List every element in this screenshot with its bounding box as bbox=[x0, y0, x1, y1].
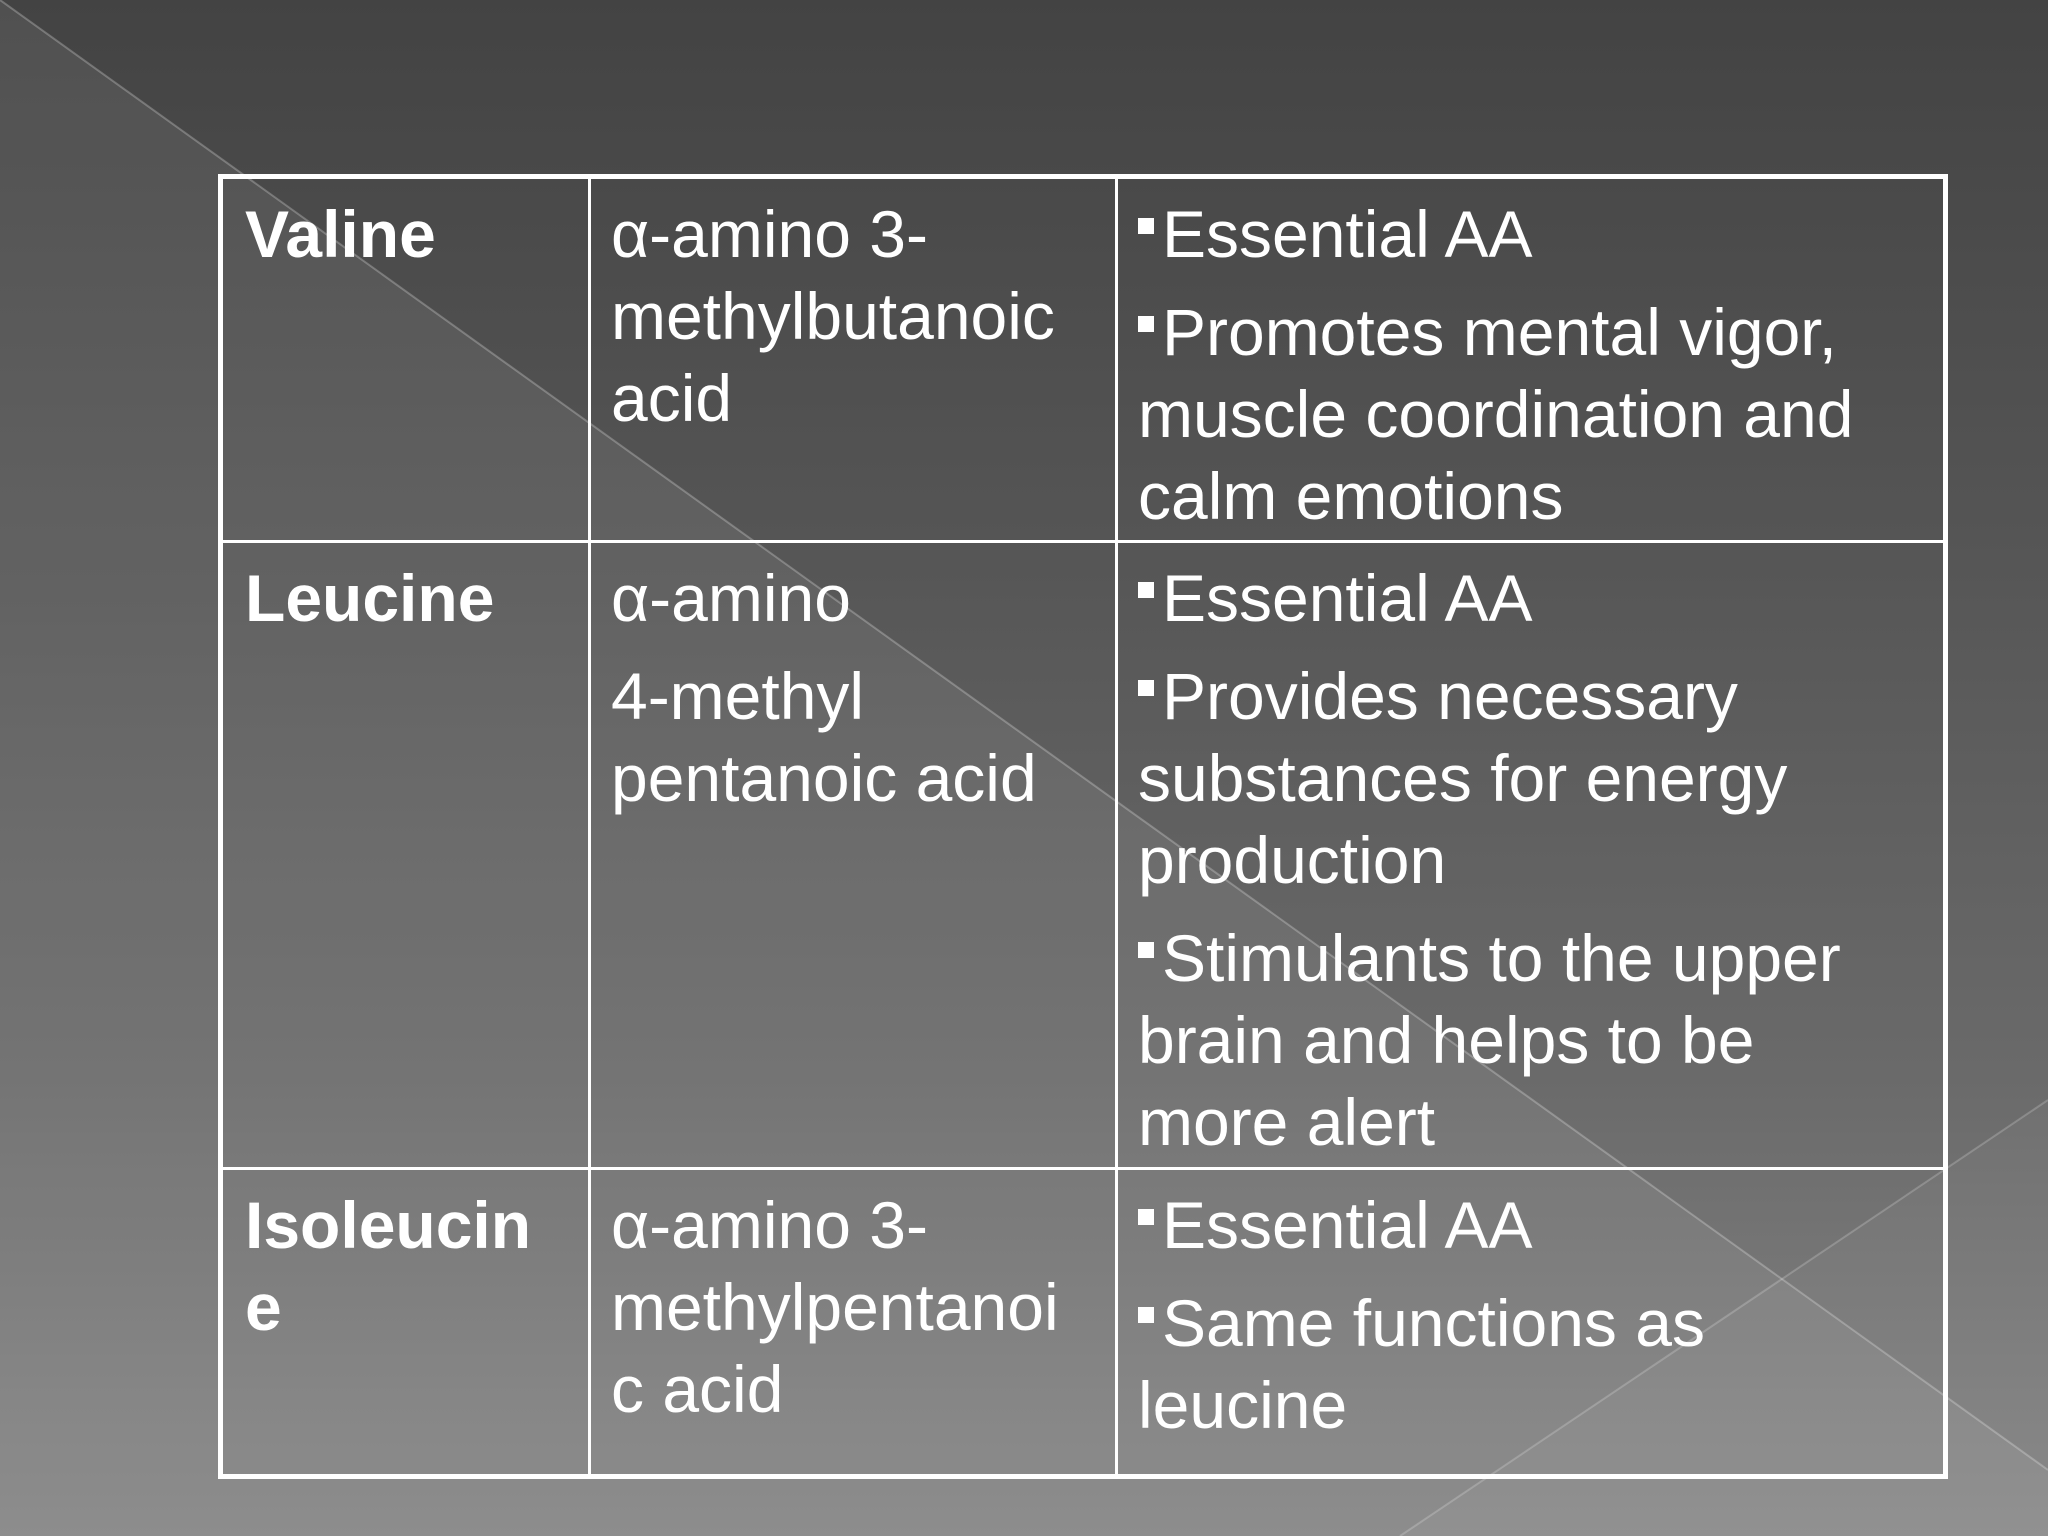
iupac-name-line: 4-methyl bbox=[611, 659, 865, 733]
property-text: Provides necessary bbox=[1162, 659, 1738, 733]
square-bullet-icon bbox=[1138, 680, 1154, 696]
square-bullet-icon bbox=[1138, 942, 1154, 958]
amino-acid-name-cell bbox=[223, 1170, 591, 1479]
table-row-isoleucine bbox=[223, 1170, 1943, 1479]
property-text: calm emotions bbox=[1138, 459, 1564, 533]
square-bullet-icon bbox=[1138, 582, 1154, 598]
amino-acid-name-cell bbox=[223, 543, 591, 1167]
property-item bbox=[1138, 557, 1928, 639]
property-text: Essential AA bbox=[1162, 1188, 1533, 1262]
property-text: Same functions as bbox=[1162, 1286, 1705, 1360]
property-text: leucine bbox=[1138, 1368, 1348, 1442]
iupac-name-line: methylbutanoic bbox=[611, 279, 1055, 353]
iupac-name-line: acid bbox=[611, 361, 733, 435]
properties-cell bbox=[1118, 179, 1948, 540]
table-row-valine bbox=[223, 179, 1943, 543]
iupac-name-cell bbox=[591, 1170, 1118, 1479]
amino-acid-name: e bbox=[245, 1270, 282, 1344]
iupac-name-line: α-amino bbox=[611, 561, 851, 635]
square-bullet-icon bbox=[1138, 218, 1154, 234]
property-text: muscle coordination and bbox=[1138, 377, 1854, 451]
iupac-name-cell bbox=[591, 179, 1118, 540]
property-text: Essential AA bbox=[1162, 561, 1533, 635]
iupac-name-cell bbox=[591, 543, 1118, 1167]
property-item bbox=[1138, 917, 1928, 1163]
properties-cell bbox=[1118, 543, 1948, 1167]
property-text: brain and helps to be bbox=[1138, 1003, 1755, 1077]
table-row-leucine bbox=[223, 543, 1943, 1170]
property-text: more alert bbox=[1138, 1085, 1436, 1159]
iupac-name-line: methylpentanoi bbox=[611, 1270, 1059, 1344]
iupac-name-line: α-amino 3- bbox=[611, 197, 928, 271]
property-item bbox=[1138, 193, 1928, 275]
property-item bbox=[1138, 291, 1928, 537]
amino-acid-name: Valine bbox=[245, 197, 436, 271]
property-item bbox=[1138, 655, 1928, 901]
property-text: Stimulants to the upper bbox=[1162, 921, 1841, 995]
property-text: Promotes mental vigor, bbox=[1162, 295, 1837, 369]
iupac-name-line: pentanoic acid bbox=[611, 741, 1037, 815]
amino-acid-table bbox=[218, 174, 1948, 1479]
property-text: Essential AA bbox=[1162, 197, 1533, 271]
property-item bbox=[1138, 1282, 1928, 1446]
property-text: production bbox=[1138, 823, 1447, 897]
property-item bbox=[1138, 1184, 1928, 1266]
amino-acid-name: Isoleucin bbox=[245, 1188, 532, 1262]
amino-acid-name-cell bbox=[223, 179, 591, 540]
iupac-name-line: α-amino 3- bbox=[611, 1188, 928, 1262]
square-bullet-icon bbox=[1138, 1209, 1154, 1225]
iupac-name-line: c acid bbox=[611, 1352, 784, 1426]
properties-cell bbox=[1118, 1170, 1948, 1479]
square-bullet-icon bbox=[1138, 316, 1154, 332]
square-bullet-icon bbox=[1138, 1307, 1154, 1323]
amino-acid-name: Leucine bbox=[245, 561, 495, 635]
property-text: substances for energy bbox=[1138, 741, 1788, 815]
